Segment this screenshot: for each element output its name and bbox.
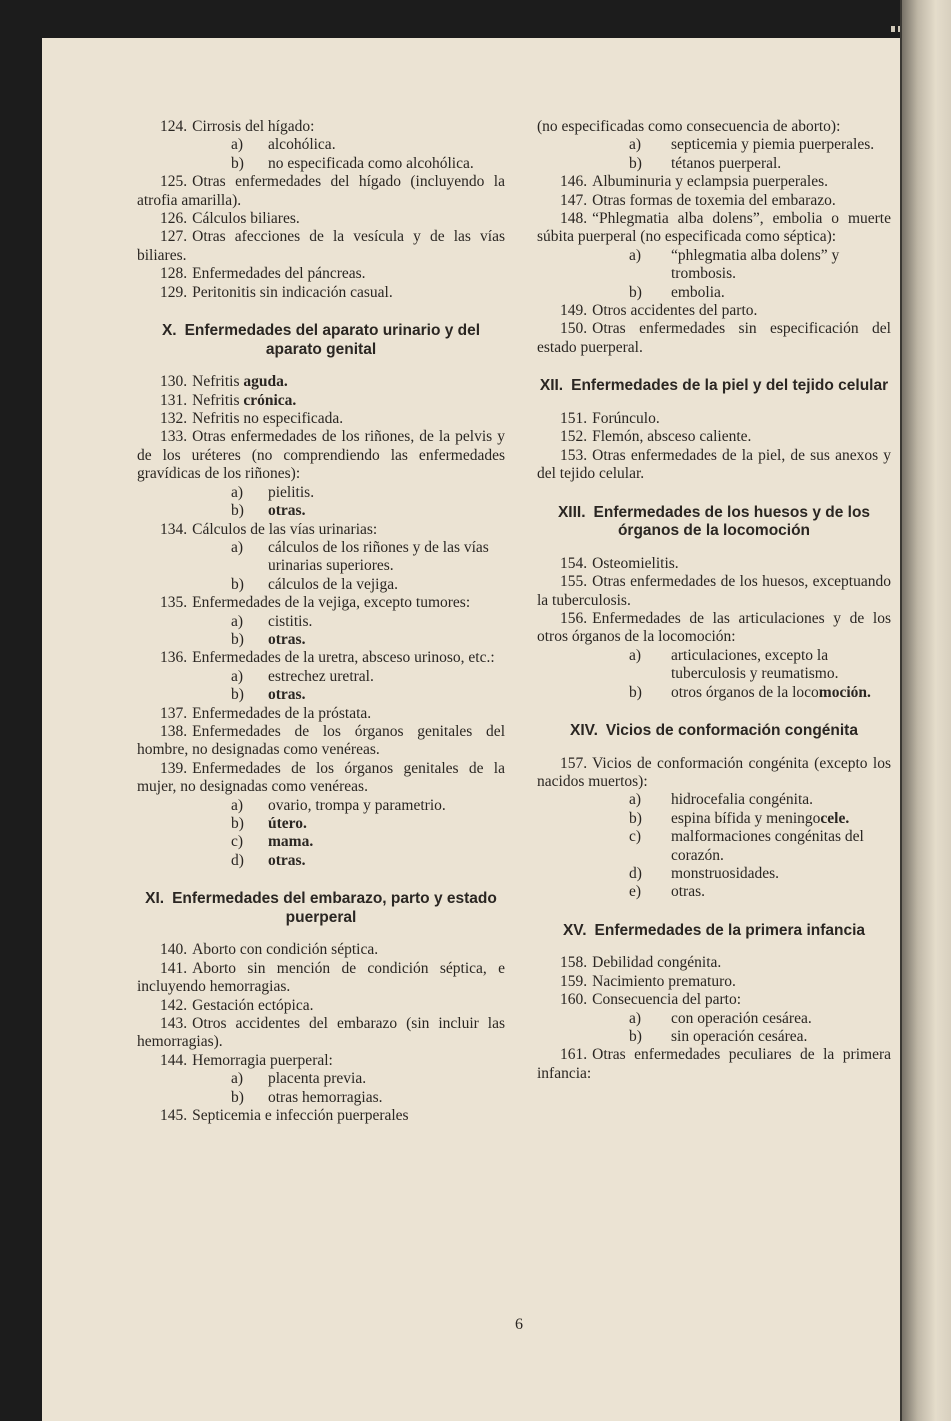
- item-text: Otras enfermedades sin especificación del estado puerperal.: [537, 320, 891, 356]
- list-subitem: [137, 539, 505, 576]
- list-subitem: [137, 1089, 505, 1107]
- subitem-label: a): [231, 612, 244, 630]
- list-subitem: [137, 815, 505, 833]
- item-text: Otras enfermedades peculiares de la primera infancia:: [537, 1046, 891, 1082]
- item-number: 148.: [560, 210, 588, 228]
- item-number: 138.: [160, 722, 188, 740]
- item-text: Enfermedades de la próstata.: [192, 704, 372, 722]
- item-text: Vicios de conformación congénita (excepto los nacidos muertos):: [537, 754, 891, 790]
- section-heading: [137, 890, 505, 927]
- list-subitem: [137, 155, 505, 173]
- item-text: Forúnculo.: [592, 409, 660, 427]
- subitem-text: placenta previa.: [268, 1070, 367, 1088]
- list-item: [137, 594, 505, 612]
- section-number: XV.: [562, 921, 587, 939]
- list-item: [137, 228, 505, 265]
- subitem-text: otras.: [268, 630, 306, 648]
- list-subitem: [537, 1028, 891, 1046]
- item-text: Gestación ectópica.: [192, 996, 314, 1014]
- list-subitem: [137, 576, 505, 594]
- subitem-text: útero.: [268, 815, 307, 832]
- item-text: Consecuencia del parto:: [592, 991, 742, 1009]
- item-number: 142.: [160, 996, 188, 1014]
- item-number: 153.: [560, 446, 588, 464]
- list-subitem: [537, 883, 891, 901]
- item-text: Otras afecciones de la vesícula y de las vías biliares.: [137, 228, 505, 264]
- item-text: Otras enfermedades de los huesos, exceptuando la tuberculosis.: [537, 573, 891, 609]
- item-text: Otras enfermedades de la piel, de sus anexos y del tejido celular.: [537, 446, 891, 483]
- item-number: 158.: [560, 954, 588, 972]
- subitem-label: b): [629, 283, 642, 301]
- section-title: Vicios de conformación congénita: [605, 721, 858, 739]
- item-text: Otras enfermedades de los riñones, de la pelvis y de los uréteres (no comprendiendo las enfermedades gravídicas de los riñones):: [137, 428, 505, 483]
- list-subitem: [137, 852, 505, 870]
- list-item: [537, 610, 891, 647]
- subitem-label: b): [231, 154, 244, 172]
- item-number: 136.: [160, 649, 188, 667]
- section-heading: [137, 322, 505, 359]
- section-number: XII.: [539, 377, 564, 395]
- list-item: [137, 960, 505, 997]
- list-item: [137, 373, 505, 391]
- subitem-label: a): [231, 136, 244, 154]
- subitem-text: espina bífida y meningocele.: [671, 809, 850, 827]
- list-item: [137, 1015, 505, 1052]
- list-subitem: [537, 155, 891, 173]
- list-item-continuation: (no especificadas como consecuencia de aborto):: [537, 118, 841, 135]
- item-number: 130.: [160, 373, 188, 391]
- item-number: 140.: [160, 941, 188, 959]
- list-item: [137, 521, 505, 539]
- subitem-text: otras.: [268, 686, 306, 704]
- list-subitem: [137, 797, 505, 815]
- item-number: 149.: [560, 302, 588, 320]
- section-heading: [537, 922, 891, 941]
- item-number: 156.: [560, 609, 588, 627]
- subitem-text: alcohólica.: [268, 136, 336, 154]
- item-text: Nefritis crónica.: [192, 391, 297, 409]
- subitem-label: b): [231, 575, 244, 593]
- list-item: [137, 428, 505, 483]
- subitem-text: embolia.: [671, 283, 725, 301]
- section-heading: [537, 377, 891, 396]
- subitem-label: b): [629, 809, 642, 827]
- list-subitem: [537, 1010, 891, 1028]
- item-number: 137.: [160, 704, 188, 722]
- list-item: [137, 723, 505, 760]
- list-subitem: [537, 865, 891, 883]
- section-heading: [537, 722, 891, 741]
- subitem-text: cálculos de los riñones y de las vías urinarias superiores.: [268, 538, 489, 575]
- subitem-label: a): [231, 483, 244, 501]
- subitem-label: a): [231, 538, 244, 556]
- subitem-label: b): [231, 502, 244, 520]
- item-text: Septicemia e infección puerperales: [192, 1107, 409, 1125]
- list-subitem: [537, 684, 891, 702]
- item-text: Enfermedades de los órganos genitales del hombre, no designadas como venéreas.: [137, 722, 505, 759]
- item-text: Otros accidentes del embarazo (sin incluir las hemorragias).: [137, 1015, 505, 1051]
- list-item: [537, 302, 891, 320]
- subitem-label: c): [629, 828, 642, 846]
- subitem-text: otros órganos de la locomoción.: [671, 683, 871, 701]
- item-number: 159.: [560, 972, 588, 990]
- section-number: XIII.: [557, 503, 586, 521]
- list-subitem: [537, 647, 891, 684]
- section-title: Enfermedades de la piel y del tejido celular: [571, 377, 889, 395]
- list-item: [137, 941, 505, 959]
- subitem-label: a): [629, 791, 642, 809]
- subitem-text: otras hemorragias.: [268, 1088, 383, 1106]
- subitem-text: mama.: [268, 833, 314, 851]
- list-subitem: [137, 668, 505, 686]
- section-title: Enfermedades de los huesos y de los órganos de la locomoción: [593, 503, 871, 540]
- subitem-text: ovario, trompa y parametrio.: [268, 796, 446, 814]
- item-number: 155.: [560, 573, 588, 591]
- list-item: [537, 320, 891, 357]
- item-number: 129.: [160, 283, 188, 301]
- list-subitem: [137, 631, 505, 649]
- list-item: [537, 447, 891, 484]
- subitem-text: sin operación cesárea.: [671, 1028, 808, 1045]
- list-subitem: [537, 810, 891, 828]
- page-number: 6: [515, 1316, 523, 1333]
- item-text: Albuminuria y eclampsia puerperales.: [592, 173, 828, 191]
- list-item: [137, 265, 505, 283]
- subitem-label: c): [231, 833, 244, 851]
- subitem-text: malformaciones congénitas del corazón.: [671, 828, 864, 864]
- subitem-text: monstruosidades.: [671, 864, 780, 882]
- item-number: 128.: [160, 265, 188, 283]
- item-text: Cálculos biliares.: [192, 210, 300, 228]
- item-number: 144.: [160, 1051, 188, 1069]
- item-text: Aborto con condición séptica.: [192, 941, 379, 959]
- subitem-label: b): [231, 815, 244, 832]
- list-item: [137, 118, 505, 136]
- list-item: [137, 410, 505, 428]
- item-number: 133.: [160, 428, 188, 446]
- list-subitem: [537, 791, 891, 809]
- subitem-text: articulaciones, excepto la tuberculosis y reumatismo.: [671, 646, 839, 683]
- item-number: 132.: [160, 410, 188, 428]
- list-item: [537, 755, 891, 792]
- subitem-text: “phlegmatia alba dolens” y trombosis.: [671, 246, 840, 283]
- item-number: 151.: [560, 409, 588, 427]
- item-text: Peritonitis sin indicación casual.: [192, 283, 393, 301]
- subitem-label: d): [629, 864, 642, 882]
- list-subitem: [137, 484, 505, 502]
- subitem-text: estrechez uretral.: [268, 667, 374, 685]
- item-number: 145.: [160, 1107, 188, 1125]
- subitem-label: a): [629, 136, 642, 154]
- section-title: Enfermedades del aparato urinario y del aparato genital: [184, 322, 481, 358]
- list-item: [537, 973, 891, 991]
- item-number: 131.: [160, 391, 188, 409]
- subitem-label: b): [231, 630, 244, 648]
- subitem-text: cistitis.: [268, 612, 313, 630]
- list-item: [137, 1052, 505, 1070]
- list-item: [137, 210, 505, 228]
- item-text: Osteomielitis.: [592, 554, 679, 572]
- list-item: [537, 410, 891, 428]
- subitem-label: a): [629, 646, 642, 664]
- subitem-label: b): [231, 1088, 244, 1106]
- subitem-label: b): [231, 686, 244, 704]
- item-number: 150.: [560, 320, 588, 338]
- list-item: [537, 192, 891, 210]
- subitem-label: e): [629, 883, 642, 901]
- subitem-label: a): [231, 1070, 244, 1088]
- item-text: “Phlegmatia alba dolens”, embolia o muerte súbita puerperal (no especificada como séptica):: [537, 210, 891, 246]
- item-text: Otras formas de toxemia del embarazo.: [592, 191, 836, 209]
- subitem-text: otras.: [268, 502, 306, 520]
- subitem-label: a): [231, 796, 244, 814]
- item-text: Nefritis no especificada.: [192, 410, 344, 428]
- item-number: 160.: [560, 991, 588, 1009]
- item-number: 146.: [560, 173, 588, 191]
- item-text: Hemorragia puerperal:: [192, 1051, 333, 1069]
- section-title: Enfermedades de la primera infancia: [594, 921, 866, 939]
- section-title: Enfermedades del embarazo, parto y estado puerperal: [172, 890, 497, 926]
- item-text: Debilidad congénita.: [592, 954, 722, 972]
- list-item: [537, 428, 891, 446]
- item-number: 143.: [160, 1015, 188, 1033]
- subitem-text: hidrocefalia congénita.: [671, 791, 814, 809]
- list-item: [137, 173, 505, 210]
- subitem-label: a): [629, 1009, 642, 1027]
- item-text: Cálculos de las vías urinarias:: [192, 520, 378, 538]
- right-column: [537, 118, 891, 1083]
- item-text: Enfermedades de las articulaciones y de los otros órganos de la locomoción:: [537, 609, 891, 646]
- item-number: 152.: [560, 428, 588, 446]
- list-subitem: [137, 1070, 505, 1088]
- item-text: Enfermedades de la uretra, absceso urinoso, etc.:: [192, 649, 495, 667]
- item-number: 161.: [560, 1046, 588, 1064]
- list-item: [137, 649, 505, 667]
- subitem-label: a): [629, 246, 642, 264]
- list-subitem: [537, 136, 891, 154]
- list-item: [137, 997, 505, 1015]
- section-number: XI.: [145, 890, 165, 908]
- item-text: Otros accidentes del parto.: [592, 302, 758, 320]
- list-item: [137, 760, 505, 797]
- item-number: 154.: [560, 554, 588, 572]
- section-heading: [537, 504, 891, 541]
- list-subitem: [537, 284, 891, 302]
- item-number: 125.: [160, 173, 188, 191]
- item-text: Otras enfermedades del hígado (incluyendo la atrofia amarilla).: [137, 173, 505, 209]
- subitem-text: tétanos puerperal.: [671, 154, 782, 172]
- item-number: 134.: [160, 520, 188, 538]
- list-item: [137, 284, 505, 302]
- list-item: [537, 991, 891, 1009]
- list-item: [537, 555, 891, 573]
- item-number: 124.: [160, 118, 188, 135]
- list-subitem: [137, 136, 505, 154]
- list-item: [137, 392, 505, 410]
- item-number: 127.: [160, 228, 188, 246]
- item-number: 147.: [560, 191, 588, 209]
- item-text: Aborto sin mención de condición séptica, e incluyendo hemorragias.: [137, 959, 505, 996]
- item-text: Enfermedades de los órganos genitales de la mujer, no designadas como venéreas.: [137, 759, 505, 796]
- subitem-label: d): [231, 851, 244, 869]
- next-page-edge: [900, 0, 951, 1421]
- item-number: 126.: [160, 210, 188, 228]
- list-item: [537, 210, 891, 247]
- list-subitem: [137, 613, 505, 631]
- list-subitem: [137, 502, 505, 520]
- subitem-text: otras.: [671, 883, 706, 901]
- item-text: Nefritis aguda.: [192, 373, 288, 391]
- list-item: [137, 1107, 505, 1125]
- list-item: [537, 173, 891, 191]
- subitem-text: con operación cesárea.: [671, 1009, 812, 1027]
- item-text: Nacimiento prematuro.: [592, 972, 736, 990]
- item-number: 141.: [160, 959, 188, 977]
- section-number: X.: [161, 322, 177, 340]
- subitem-text: cálculos de la vejiga.: [268, 575, 398, 593]
- list-subitem: [537, 828, 891, 865]
- list-item: [137, 705, 505, 723]
- left-column: [137, 118, 505, 1125]
- item-text: Cirrosis del hígado:: [192, 118, 315, 135]
- list-item: [537, 1046, 891, 1083]
- list-subitem: [537, 247, 891, 284]
- item-number: 157.: [560, 754, 588, 772]
- list-item: [537, 573, 891, 610]
- scan-top-border: [0, 0, 951, 38]
- subitem-label: b): [629, 1028, 642, 1045]
- subitem-text: septicemia y piemia puerperales.: [671, 136, 875, 154]
- subitem-text: no especificada como alcohólica.: [268, 154, 474, 172]
- list-subitem: [137, 686, 505, 704]
- item-text: Enfermedades del páncreas.: [192, 265, 366, 283]
- subitem-label: b): [629, 154, 642, 172]
- list-item: [537, 954, 891, 972]
- item-text: Flemón, absceso caliente.: [592, 428, 752, 446]
- item-number: 139.: [160, 759, 188, 777]
- item-number: 135.: [160, 594, 188, 612]
- subitem-text: pielitis.: [268, 483, 315, 501]
- subitem-label: a): [231, 667, 244, 685]
- subitem-label: b): [629, 683, 642, 701]
- list-subitem: [137, 833, 505, 851]
- item-text: Enfermedades de la vejiga, excepto tumores:: [192, 594, 471, 612]
- section-number: XIV.: [570, 721, 598, 739]
- subitem-text: otras.: [268, 851, 306, 869]
